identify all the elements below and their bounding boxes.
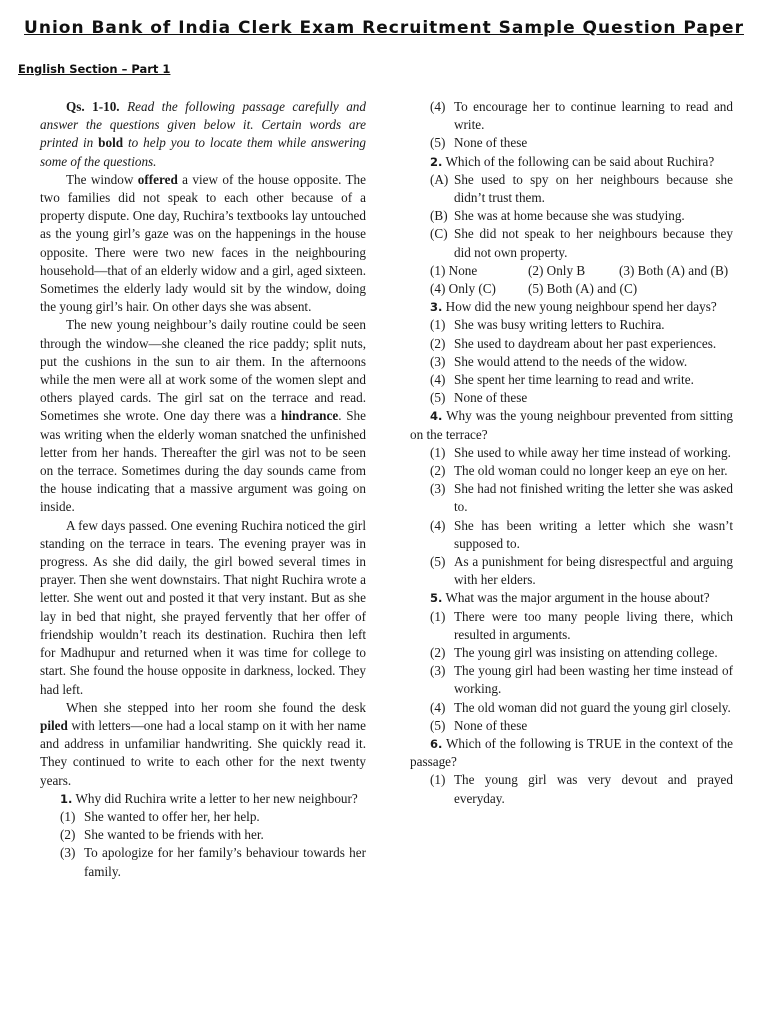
question-4-option-3 bbox=[410, 480, 733, 516]
question-4-option-5 bbox=[410, 553, 733, 589]
question-number: 3. bbox=[430, 300, 443, 315]
question-4-option-2 bbox=[410, 462, 733, 480]
question-3-option-5 bbox=[410, 389, 733, 407]
option-number: (4) bbox=[430, 517, 446, 533]
page-title: Union Bank of India Clerk Exam Recruitment Sample Question Paper bbox=[24, 18, 744, 38]
option-number: (5) bbox=[430, 717, 446, 733]
statement-label: (B) bbox=[430, 208, 448, 224]
paragraph-text: The new young neighbour’s daily routine could be seen through the window—she cleaned the rice paddy; split nuts, put the cushions in the sun to air them. In the afternoons while the men were all at work some of the women slept and others played cards. The girl sat on the terrace and read. Sometimes she wrote. One day there was a bbox=[40, 317, 366, 424]
left-column bbox=[40, 98, 366, 881]
option-text: She has been writing a letter which she wasn’t supposed to. bbox=[454, 517, 733, 551]
option-text: The young girl was very devout and prayed everyday. bbox=[454, 772, 733, 806]
question-3-option-4 bbox=[410, 371, 733, 389]
option-text: She would attend to the needs of the widow. bbox=[454, 353, 688, 369]
question-number: 2. bbox=[430, 154, 443, 169]
option-number: (2) bbox=[60, 827, 76, 843]
option-text: She spent her time learning to read and write. bbox=[454, 372, 694, 388]
option-number: (4) bbox=[430, 99, 446, 114]
option-text: The old woman did not guard the young girl closely. bbox=[454, 699, 731, 715]
paragraph-text: . She was writing when the elderly woman snatched the unfinished letter from her hands. Thereafter the girl was not to be seen on the terrace. Sometimes during the day sounds came from the house indicating that a massive argument was going on inside. bbox=[40, 408, 367, 515]
question-2-choices-row-1 bbox=[410, 262, 733, 280]
option-number: (3) bbox=[430, 353, 446, 369]
option-text: To encourage her to continue learning to read and write. bbox=[454, 99, 733, 133]
option-number: (1) bbox=[430, 772, 446, 788]
choice: (5) Both (A) and (C) bbox=[528, 281, 638, 297]
questions-range-label: Qs. 1-10. bbox=[66, 99, 120, 114]
option-text: She wanted to offer her, her help. bbox=[84, 808, 260, 824]
option-number: (1) bbox=[430, 608, 446, 624]
option-number: (4) bbox=[430, 699, 446, 715]
option-number: (5) bbox=[430, 135, 446, 151]
question-2 bbox=[410, 153, 733, 171]
option-number: (1) bbox=[430, 317, 446, 333]
question-text: How did the new young neighbour spend her days? bbox=[445, 299, 717, 315]
option-text: She used to daydream about her past experiences. bbox=[454, 335, 717, 351]
statement-text: She did not speak to her neighbours because they did not own property. bbox=[454, 226, 733, 260]
option-number: (5) bbox=[430, 554, 446, 570]
choice: (4) Only (C) bbox=[430, 281, 496, 297]
passage-instructions bbox=[40, 98, 366, 171]
question-5-option-4 bbox=[410, 699, 733, 717]
question-text: Which of the following is TRUE in the context of the passage? bbox=[410, 736, 733, 770]
option-text: She had not finished writing the letter she was asked to. bbox=[454, 481, 733, 515]
question-2-statement-c bbox=[410, 225, 733, 261]
option-text: She was busy writing letters to Ruchira. bbox=[454, 317, 665, 333]
passage-paragraph-1 bbox=[40, 171, 366, 317]
option-number: (3) bbox=[430, 481, 446, 497]
option-text: There were too many people living there, which resulted in arguments. bbox=[454, 608, 733, 642]
option-text: She used to while away her time instead of working. bbox=[454, 444, 731, 460]
question-3-option-2 bbox=[410, 335, 733, 353]
question-6-option-1 bbox=[410, 771, 733, 807]
question-6 bbox=[410, 735, 733, 771]
question-number: 5. bbox=[430, 591, 443, 606]
passage-paragraph-3: A few days passed. One evening Ruchira noticed the girl standing on the terrace in tears. The evening prayer was in progress. As she did daily, the girl bowed several times in prayer. Then she went downstairs. That night Ruchira wrote a letter. She went out and posted it that very instant. But as she lay in bed that night, she prayed fervently that her offer of friendship wouldn’t reach its destination. Ruchira then left for Madhupur and returned when it was time for college to start. She found the house opposite in darkness, locked. They had left. bbox=[40, 517, 366, 697]
question-text: Which of the following can be said about Ruchira? bbox=[445, 153, 715, 169]
option-text: None of these bbox=[454, 390, 528, 406]
question-1-option-5 bbox=[410, 134, 733, 152]
choice: (1) None bbox=[430, 262, 478, 278]
question-number: 1. bbox=[60, 791, 73, 806]
bold-word-piled: piled bbox=[40, 717, 68, 733]
instructions-text: Read the following passage carefully and answer the questions given below it. Certain words are printed in bbox=[40, 99, 366, 151]
passage-paragraph-2 bbox=[40, 316, 366, 516]
statement-label: (A) bbox=[430, 171, 449, 187]
choice: (3) Both (A) and (B) bbox=[619, 262, 729, 278]
question-5 bbox=[410, 589, 733, 607]
instructions-text-end: to help you to locate them while answering some of the questions. bbox=[40, 135, 366, 169]
statement-text: She used to spy on her neighbours because she didn’t trust them. bbox=[454, 171, 733, 206]
option-text: She wanted to be friends with her. bbox=[84, 827, 264, 843]
bold-word-offered: offered bbox=[137, 171, 178, 187]
question-3 bbox=[410, 298, 733, 316]
option-text: None of these bbox=[454, 717, 528, 733]
question-number: 6. bbox=[430, 737, 443, 752]
question-1-option-2 bbox=[40, 826, 366, 844]
question-4-option-4 bbox=[410, 517, 733, 553]
option-text: None of these bbox=[454, 135, 528, 151]
question-1 bbox=[40, 790, 366, 808]
question-5-option-5 bbox=[410, 717, 733, 735]
option-number: (4) bbox=[430, 372, 446, 388]
question-4 bbox=[410, 407, 733, 443]
question-number: 4. bbox=[430, 409, 443, 424]
right-column bbox=[410, 98, 733, 808]
option-text: The old woman could no longer keep an eye on her. bbox=[454, 463, 728, 479]
passage-paragraph-4 bbox=[40, 699, 366, 790]
question-text: Why did Ruchira write a letter to her new neighbour? bbox=[75, 790, 358, 806]
option-text: As a punishment for being disrespectful and arguing with her elders. bbox=[454, 554, 733, 588]
option-number: (2) bbox=[430, 335, 446, 351]
paragraph-text: The window bbox=[66, 171, 134, 187]
option-number: (2) bbox=[430, 645, 446, 661]
question-5-option-1 bbox=[410, 608, 733, 644]
option-text: The young girl had been wasting her time instead of working. bbox=[454, 663, 733, 697]
question-3-option-1 bbox=[410, 316, 733, 334]
instructions-bold-word: bold bbox=[98, 135, 124, 151]
paragraph-text: a view of the house opposite. The two families did not speak to each other because of a property dispute. One day, Ruchira’s textbooks lay untouched as the young girl’s gaze was on the happenings in the house opposite. There were two new faces in the neighbouring household—that of an elderly widow and a girl, aged sixteen. Sometimes the elderly lady would sit by the window, doing the young girl’s hair. On other days she was absent. bbox=[40, 171, 367, 315]
question-text: Why was the young neighbour prevented from sitting on the terrace? bbox=[410, 408, 734, 442]
question-text: What was the major argument in the house about? bbox=[445, 590, 710, 606]
question-2-choices-row-2 bbox=[410, 280, 733, 298]
section-heading: English Section – Part 1 bbox=[18, 62, 171, 76]
option-number: (2) bbox=[430, 463, 446, 479]
option-number: (3) bbox=[430, 663, 446, 679]
question-1-option-4 bbox=[410, 98, 733, 134]
question-1-option-3 bbox=[40, 844, 366, 880]
option-number: (3) bbox=[60, 845, 76, 861]
option-text: To apologize for her family’s behaviour towards her family. bbox=[84, 845, 366, 879]
choice: (2) Only B bbox=[528, 262, 586, 278]
bold-word-hindrance: hindrance bbox=[281, 408, 339, 424]
option-number: (5) bbox=[430, 390, 446, 406]
option-text: The young girl was insisting on attending college. bbox=[454, 645, 718, 661]
question-5-option-3 bbox=[410, 662, 733, 698]
question-3-option-3 bbox=[410, 353, 733, 371]
option-number: (1) bbox=[430, 444, 446, 460]
question-2-statement-a bbox=[410, 171, 733, 207]
question-5-option-2 bbox=[410, 644, 733, 662]
paragraph-text: When she stepped into her room she found the desk bbox=[66, 699, 366, 715]
paragraph-text: with letters—one had a local stamp on it with her name and address in unfamiliar handwriting. She quickly read it. They continued to write to each other for the next twenty years. bbox=[40, 717, 367, 788]
question-4-option-1 bbox=[410, 444, 733, 462]
option-number: (1) bbox=[60, 808, 76, 824]
question-1-option-1 bbox=[40, 808, 366, 826]
statement-label: (C) bbox=[430, 226, 448, 242]
question-2-statement-b bbox=[410, 207, 733, 225]
statement-text: She was at home because she was studying. bbox=[454, 208, 685, 224]
